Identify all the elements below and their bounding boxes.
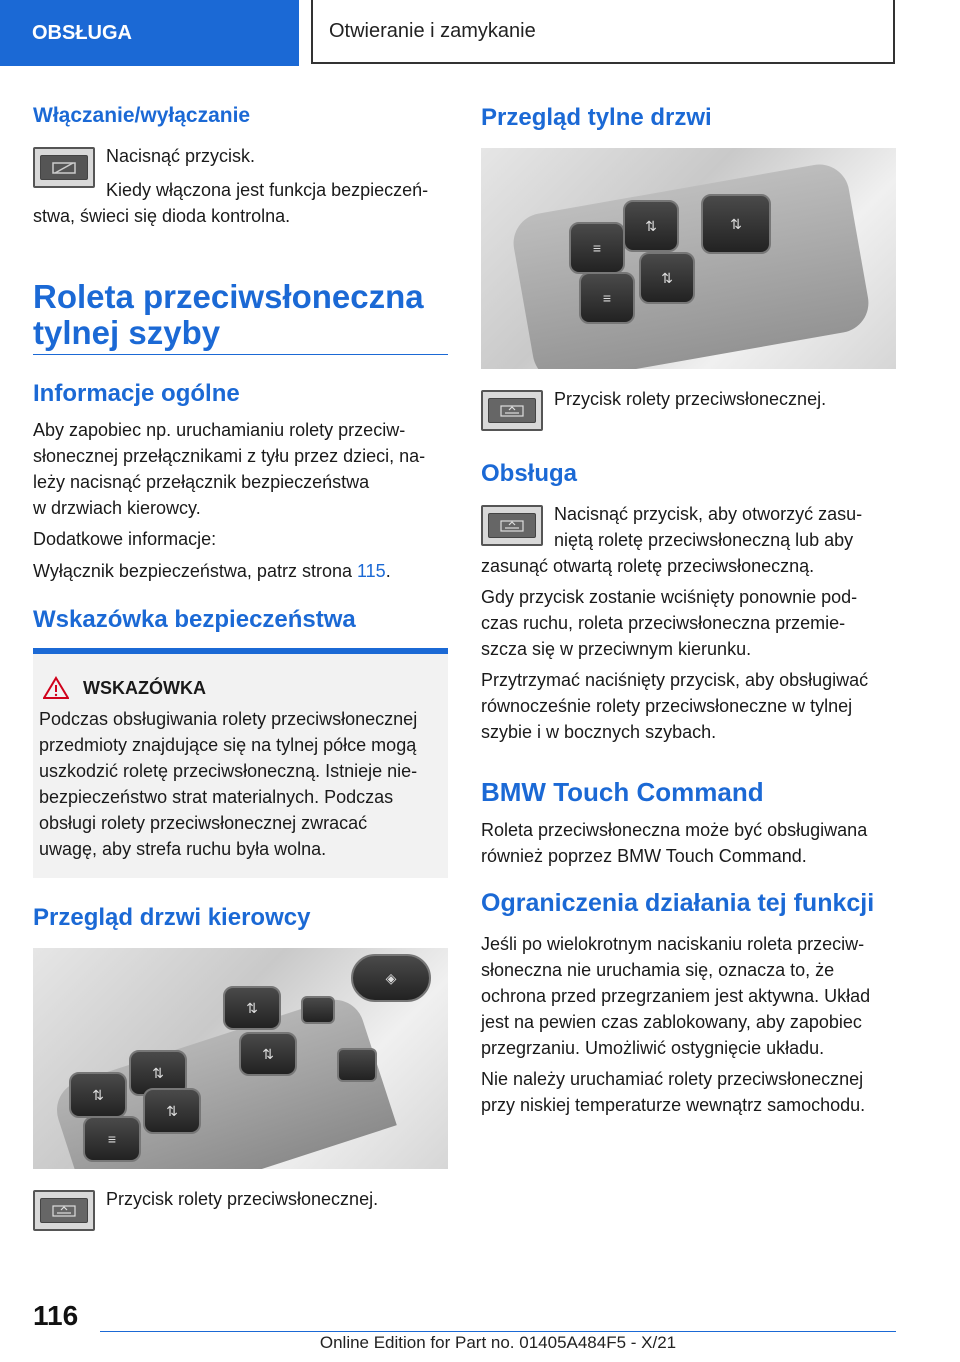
- warning-title: WSKAZÓWKA: [83, 677, 206, 698]
- use-p3-line: Przytrzymać naciśnięty przycisk, aby obsługiwać: [481, 670, 869, 690]
- limit-line: Jeśli po wielokrotnym naciskaniu roleta przeciw‐: [481, 934, 865, 954]
- warning-line: uwagę, aby strefa ruchu była wolna.: [39, 839, 327, 859]
- bmw-line: również poprzez BMW Touch Command.: [481, 846, 807, 866]
- footer-edition: Online Edition for Part no. 01405A484F5 - X/21: [319, 1333, 677, 1352]
- main-heading-line2: tylnej szyby: [33, 314, 221, 351]
- info-line: Aby zapobiec np. uruchamianiu rolety przeciw‐: [33, 420, 406, 440]
- safety-switch-icon: [301, 996, 335, 1024]
- use-line: niętą roletę przeciwsłoneczną lub aby: [554, 530, 854, 550]
- heading-limits: Ograniczenia działania tej funkcji: [481, 889, 875, 917]
- warning-triangle-icon: [43, 676, 69, 700]
- info-line: leży nacisnąć przełącznik bezpieczeństwa: [33, 472, 370, 492]
- heading-operation: Obsługa: [481, 460, 578, 487]
- section-title: Otwieranie i zamykanie: [311, 0, 895, 64]
- use-line: zasunąć otwartą roletę przeciwsłoneczną.: [481, 556, 815, 576]
- rear-door-photo: [481, 148, 896, 369]
- mirror-adjust-icon: ◈: [351, 954, 431, 1002]
- warning-line: uszkodzić roletę przeciwsłoneczną. Istnieje nie‐: [39, 761, 418, 781]
- info-line: w drzwiach kierowcy.: [33, 498, 201, 518]
- sunblind-switch-icon: ≡: [83, 1116, 141, 1162]
- window-switch-icon: ⇅: [223, 986, 281, 1030]
- sunblind-button-icon: [33, 1190, 95, 1231]
- window-switch-icon: ⇅: [143, 1088, 201, 1134]
- heading-rear-door: Przegląd tylne drzwi: [481, 104, 712, 131]
- window-switch-icon: ⇅: [623, 200, 679, 252]
- use-p2-line: szcza się w przeciwnym kierunku.: [481, 639, 752, 659]
- use-p3-line: szybie i w bocznych szybach.: [481, 722, 717, 742]
- onoff-text-line1: Kiedy włączona jest funkcja bezpieczeń‐: [106, 180, 429, 200]
- onoff-text-line2: stwa, świeci się dioda kontrolna.: [33, 206, 291, 226]
- use-p3-line: równocześnie rolety przeciwsłoneczne w tylnej: [481, 696, 853, 716]
- safety-switch-icon: [337, 1048, 377, 1082]
- footer-rule: [100, 1331, 896, 1332]
- bmw-line: Roleta przeciwsłoneczna może być obsługiwana: [481, 820, 868, 840]
- window-switch-icon: ⇅: [701, 194, 771, 254]
- limit-line: jest na pewien czas zablokowany, aby zapobiec: [481, 1012, 862, 1032]
- window-switch-icon: ⇅: [239, 1032, 297, 1076]
- warning-line: obsługi rolety przeciwsłonecznej zwracać: [39, 813, 368, 833]
- warning-line: Podczas obsługiwania rolety przeciwsłonecznej: [39, 709, 418, 729]
- use-line: Nacisnąć przycisk, aby otworzyć zasu‐: [554, 504, 863, 524]
- sunblind-switch-icon: ≡: [579, 272, 635, 324]
- limit-line: słoneczna nie uruchamia się, oznacza to, że: [481, 960, 835, 980]
- heading-rule: [33, 354, 448, 355]
- page-number: 116: [33, 1300, 79, 1331]
- info-line: słonecznej przełącznikami z tyłu przez dzieci, na‐: [33, 446, 426, 466]
- warning-line: przedmioty znajdujące się na tylnej półce mogą: [39, 735, 417, 755]
- safety-switch-icon: [33, 147, 95, 188]
- rear-caption: Przycisk rolety przeciwsłonecznej.: [554, 389, 827, 409]
- warning-line: bezpieczeństwo strat materialnych. Podczas: [39, 787, 394, 807]
- limit-line: przegrzaniu. Umożliwić ostygnięcie układu.: [481, 1038, 825, 1058]
- limit-line: Nie należy uruchamiać rolety przeciwsłonecznej: [481, 1069, 864, 1089]
- sunblind-button-icon: [481, 505, 543, 546]
- info-reference: Wyłącznik bezpieczeństwa, patrz strona 115.: [33, 561, 391, 581]
- warning-box: [33, 648, 448, 878]
- use-p2-line: czas ruchu, roleta przeciwsłoneczna przemie‐: [481, 613, 846, 633]
- use-p2-line: Gdy przycisk zostanie wciśnięty ponownie pod‐: [481, 587, 858, 607]
- limit-line: przy niskiej temperaturze wewnątrz samochodu.: [481, 1095, 866, 1115]
- heading-general-info: Informacje ogólne: [33, 380, 240, 407]
- limit-line: ochrona przed przegrzaniem jest aktywna. Układ: [481, 986, 871, 1006]
- heading-bmw-touch-command: BMW Touch Command: [481, 777, 764, 807]
- chapter-tab: OBSŁUGA: [0, 0, 299, 66]
- onoff-step: Nacisnąć przycisk.: [106, 146, 256, 166]
- heading-safety: Wskazówka bezpieczeństwa: [33, 606, 356, 633]
- info-extra: Dodatkowe informacje:: [33, 529, 217, 549]
- sunblind-switch-icon: ≡: [569, 222, 625, 274]
- main-heading-line1: Roleta przeciwsłoneczna: [33, 278, 424, 315]
- driver-door-photo: [33, 948, 448, 1169]
- heading-on-off: Włączanie/wyłączanie: [33, 104, 251, 127]
- window-switch-icon: ⇅: [129, 1050, 187, 1096]
- window-switch-icon: ⇅: [69, 1072, 127, 1118]
- page-link-115[interactable]: 115: [356, 561, 386, 581]
- heading-driver-door: Przegląd drzwi kierowcy: [33, 904, 311, 931]
- window-switch-icon: ⇅: [639, 252, 695, 304]
- driver-caption: Przycisk rolety przeciwsłonecznej.: [106, 1189, 379, 1209]
- sunblind-button-icon: [481, 390, 543, 431]
